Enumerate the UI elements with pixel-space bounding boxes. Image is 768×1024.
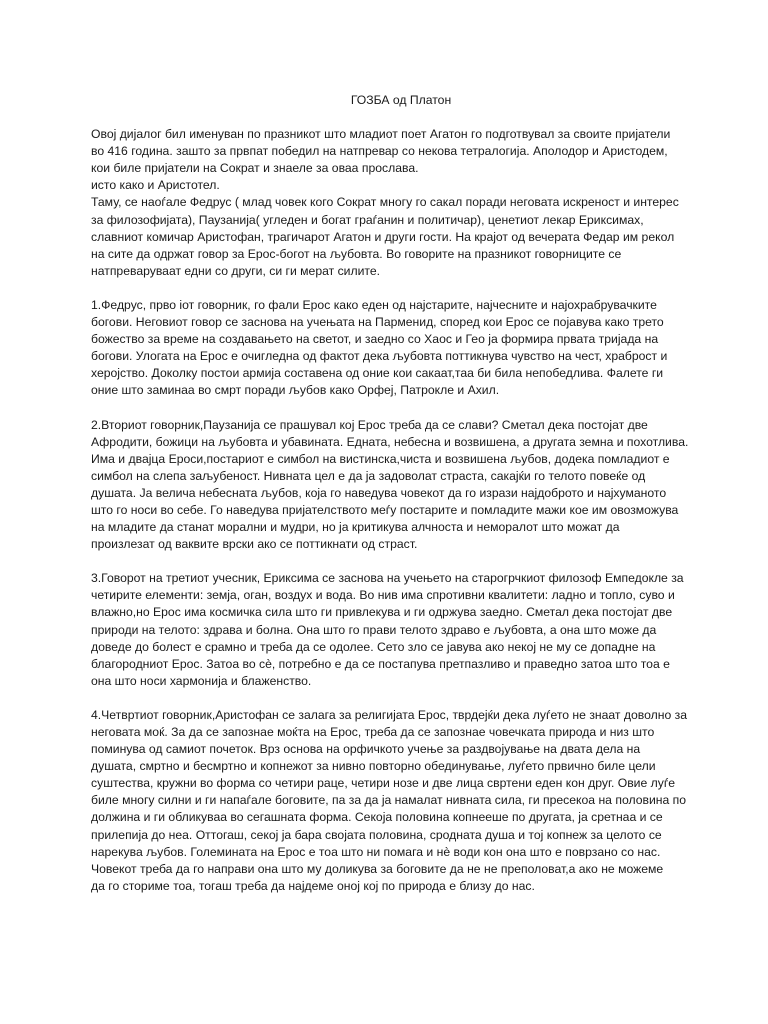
text-line: поминува од самиот почеток. Врз основа на орфичкото учење за раздвојување на двата дела на (91, 742, 641, 757)
text-line: неговата моќ. За да се запознае моќта на Ерос, треба да се запознае човечката природа и низ што (91, 725, 655, 739)
text-line: богови. Неговиот говор се заснова на учењата на Парменид, според кои Ерос се појавува како трето (91, 315, 664, 330)
paragraph-4 (91, 570, 697, 690)
text-line: кои биле пријатели на Сократ и знаеле за оваа прослава. (91, 161, 419, 176)
text-line: во 416 година. зашто за првпат победил на натпревар со некова тетралогија. Аполодор и Аристодем, (91, 144, 668, 159)
text-line: природи на телото: здрава и болна. Она што го прави телото здраво е љубовта, а она што може да (91, 622, 657, 637)
text-line: влажно,но Ерос има космичка сила што ги привлекува и ги одржува заедно. Сметал дека постојат две (91, 605, 673, 620)
text-line: славниот комичар Аристофан, трагичарот Агатон и други гости. На крајот од вечерата Федар им рекол (91, 229, 675, 244)
text-line: божество за време на создавањето на светот, и заедно со Хаос и Гео ја формира првата тријада на (91, 332, 659, 347)
text-line: прилепија до неа. Оттогаш, секој ја бара својата половина, сродната душа и тој копнеж за целото се (91, 827, 662, 842)
text-line: доведе до болест е срамно и треба да се одолее. Сето зло се јавува ако некој не му се допадне на (91, 639, 656, 654)
paragraph-3 (91, 417, 697, 554)
text-line: биле многу силни и ги напаѓале боговите, па за да ја намалат нивната сила, ги пресекоа на половина по (91, 793, 687, 808)
text-line: 1.Федрус, прво iот говорник, го фали Ерос како еден од најстарите, најчесните и најохрабрувачките (91, 297, 657, 312)
text-line: благородниот Ерос. Затоа во сè, потребно е да се постапува претпазливо и праведно затоа што тоа е (91, 656, 670, 671)
text-line: 4.Четвртиот говорник,Аристофан се залага за религијата Ерос, тврдејќи дека луѓето не знаат доволно за (91, 707, 688, 722)
text-line: Има и двајца Ероси,постариот е симбол на вистинска,чиста и возвишена љубов, додека помладиот е (91, 451, 670, 466)
document-title: ГОЗБА од Платон (350, 93, 452, 107)
text-line: за филозофијата), Паузанија( угледен и богат граѓанин и политичар), ценетиот лекар Ериксимах, (91, 212, 644, 227)
paragraph-container (91, 126, 697, 895)
text-line: што го носи во себе. Го наведува пријателството меѓу постарите и помладите мажи кое им овозможува (91, 502, 679, 517)
paragraph-1 (91, 126, 697, 280)
paragraph-2 (91, 297, 697, 400)
text-line: херојство. Доколку постои армија составена од оние кои сакаат,таа би била непобедлива. Фалете ги (91, 366, 664, 381)
text-line: она што носи хармонија и блаженство. (91, 673, 312, 688)
text-line: Овој дијалог бил именуван по празникот што младиот поет Агатон го подготвувал за своите пријатели (91, 127, 671, 142)
text-line: симбол на слепа заљубеност. Нивната цел е да ја задоволат страста, сакајќи го телото повеќе од (91, 468, 646, 483)
text-line: Таму, се наоѓале Федрус ( млад човек кого Сократ многу го сакал поради неговата искреност и интерес (91, 195, 679, 210)
text-line: нарекува љубов. Големината на Ерос е тоа што ни помага и нè води кон она што е поврзано со нас. (91, 844, 661, 859)
text-line: Човекот треба да го направи она што му доликува за боговите да не не преполоват,а ако не можеме (91, 861, 664, 876)
text-line: на младите да станат морални и мудри, но ја критикува алчноста и неморалот што можат да (91, 520, 620, 535)
text-line: Афродити, божици на љубовта и убавината. Едната, небесна и возвишена, а другата земна и похотлива. (91, 434, 689, 449)
text-line: 2.Вториот говорник,Паузанија се прашувал кој Ерос треба да се слави? Сметал дека постојат две (91, 417, 648, 432)
text-line: 3.Говорот на третиот учесник, Ериксима се заснова на учењето на старогрчкиот филозоф Емпедокле за (91, 571, 684, 586)
text-line: на сите да одржат говор за Ерос-богот на љубовта. Во говорите на празникот говорниците се (91, 246, 622, 261)
text-line: душата, смртно и бесмртно и копнежот за нивно повторно обединување, луѓето првично биле цели (91, 759, 656, 774)
text-line: натпреваруваат едни со други, си ги мерат силите. (91, 263, 381, 278)
document-body (91, 92, 697, 912)
text-line: суштества, кружни во форма со четири раце, четири нозе и две лица свртени еден кон друг. Овие луѓе (91, 776, 676, 791)
text-line: исто како и Аристотел. (91, 178, 220, 193)
text-line: четирите елементи: земја, оган, воздух и вода. Во нив има спротивни квалитети: ладно и топло, суво и (91, 588, 675, 603)
text-line: богови. Улогата на Ерос е очигледна од фактот дека љубовта поттикнува чувство на чест, храброст и (91, 349, 668, 364)
paragraph-5 (91, 707, 697, 895)
text-line: оние што заминаа во смрт поради љубов како Орфеј, Патрокле и Ахил. (91, 383, 500, 398)
text-line: должина и ги обликуваа во сегашната форма. Секоја половина копнееше по другата, ја сретнаа и се (91, 810, 663, 825)
text-line: произлезат од ваквите врски ако се поттикнати од страст. (91, 537, 418, 552)
text-line: да го сториме тоа, тогаш треба да најдеме оној кој по природа е близу до нас. (91, 878, 535, 893)
text-line: душата. Ја велича небесната љубов, која го наведува човекот да го изрази најдоброто и најхуманото (91, 485, 667, 500)
